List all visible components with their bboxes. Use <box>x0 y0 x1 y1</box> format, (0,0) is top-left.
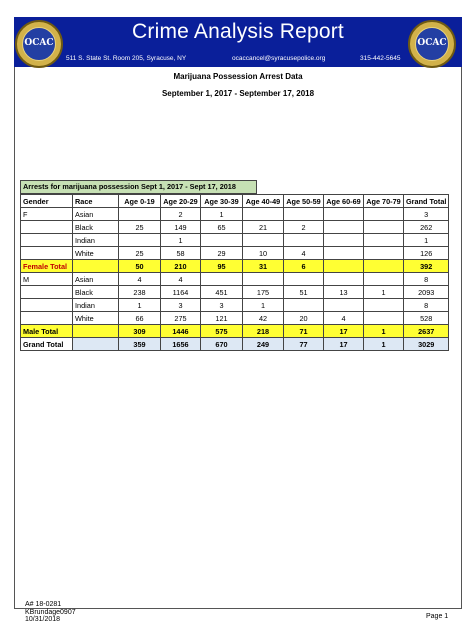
table-row <box>21 221 449 234</box>
count-cell <box>364 221 404 234</box>
count-cell: 21 <box>243 221 284 234</box>
table-row <box>21 312 449 325</box>
table-row <box>21 299 449 312</box>
count-cell: 65 <box>201 221 243 234</box>
count-cell: 1164 <box>161 286 201 299</box>
count-cell: 2093 <box>404 286 449 299</box>
page-number: Page 1 <box>426 613 449 620</box>
count-cell: 262 <box>404 221 449 234</box>
column-header: Age 30-39 <box>201 195 243 208</box>
gender-cell <box>21 312 73 325</box>
count-cell: 25 <box>119 247 161 260</box>
count-cell: 210 <box>161 260 201 273</box>
gender-cell: F <box>21 208 73 221</box>
table-row <box>21 247 449 260</box>
race-cell: Asian <box>73 208 119 221</box>
table-row <box>21 208 449 221</box>
report-date-range: September 1, 2017 - September 17, 2018 <box>161 89 315 98</box>
count-cell: 1656 <box>161 338 201 351</box>
race-cell <box>73 260 119 273</box>
count-cell: 3 <box>404 208 449 221</box>
count-cell: 2 <box>284 221 324 234</box>
count-cell: 2637 <box>404 325 449 338</box>
count-cell <box>284 234 324 247</box>
count-cell: 50 <box>119 260 161 273</box>
count-cell: 126 <box>404 247 449 260</box>
count-cell <box>364 234 404 247</box>
count-cell: 1 <box>404 234 449 247</box>
count-cell <box>324 260 364 273</box>
count-cell: 1 <box>364 325 404 338</box>
table-row <box>21 273 449 286</box>
count-cell <box>284 273 324 286</box>
count-cell: 1 <box>201 208 243 221</box>
count-cell: 4 <box>324 312 364 325</box>
footer-date: 10/31/2018 <box>25 616 61 623</box>
count-cell: 1 <box>161 234 201 247</box>
count-cell: 3 <box>201 299 243 312</box>
count-cell <box>324 247 364 260</box>
count-cell <box>243 234 284 247</box>
race-cell: White <box>73 247 119 260</box>
count-cell: 29 <box>201 247 243 260</box>
count-cell: 20 <box>284 312 324 325</box>
table-caption: Arrests for marijuana possession Sept 1, 2017 - Sept 17, 2018 <box>20 180 257 194</box>
count-cell: 3 <box>161 299 201 312</box>
count-cell: 8 <box>404 299 449 312</box>
count-cell <box>364 273 404 286</box>
count-cell: 4 <box>119 273 161 286</box>
count-cell <box>284 208 324 221</box>
seal-right-text: OCAC <box>417 38 447 48</box>
count-cell: 31 <box>243 260 284 273</box>
report-header <box>14 17 462 67</box>
count-cell <box>324 273 364 286</box>
column-header: Age 50-59 <box>284 195 324 208</box>
count-cell: 71 <box>284 325 324 338</box>
count-cell <box>119 208 161 221</box>
count-cell: 121 <box>201 312 243 325</box>
column-header: Age 70-79 <box>364 195 404 208</box>
race-cell: Black <box>73 221 119 234</box>
count-cell: 17 <box>324 338 364 351</box>
gender-cell: Male Total <box>21 325 73 338</box>
count-cell <box>364 312 404 325</box>
count-cell: 149 <box>161 221 201 234</box>
count-cell: 4 <box>161 273 201 286</box>
count-cell <box>243 273 284 286</box>
count-cell: 1 <box>119 299 161 312</box>
count-cell <box>324 299 364 312</box>
count-cell <box>201 234 243 247</box>
column-header: Age 60-69 <box>324 195 364 208</box>
table-row <box>21 260 449 273</box>
count-cell <box>324 221 364 234</box>
count-cell <box>201 273 243 286</box>
count-cell <box>364 299 404 312</box>
report-header-title: Crime Analysis Report <box>132 20 344 43</box>
footer-author: KBrundage0907 <box>25 608 76 616</box>
email-text: ocaccancel@syracusepolice.org <box>232 55 326 62</box>
count-cell: 670 <box>201 338 243 351</box>
count-cell: 309 <box>119 325 161 338</box>
count-cell: 359 <box>119 338 161 351</box>
race-cell: White <box>73 312 119 325</box>
gender-cell <box>21 299 73 312</box>
gender-cell <box>21 234 73 247</box>
count-cell: 58 <box>161 247 201 260</box>
table-row <box>21 234 449 247</box>
column-header: Race <box>73 195 119 208</box>
gender-cell: Female Total <box>21 260 73 273</box>
count-cell: 392 <box>404 260 449 273</box>
phone-text: 315-442-5645 <box>360 55 401 62</box>
gender-cell <box>21 221 73 234</box>
count-cell: 1 <box>364 286 404 299</box>
count-cell: 275 <box>161 312 201 325</box>
count-cell <box>284 299 324 312</box>
column-header: Age 0-19 <box>119 195 161 208</box>
column-header: Age 40-49 <box>243 195 284 208</box>
count-cell: 1 <box>243 299 284 312</box>
count-cell: 249 <box>243 338 284 351</box>
table-row <box>21 325 449 338</box>
count-cell: 42 <box>243 312 284 325</box>
count-cell <box>243 208 284 221</box>
count-cell: 528 <box>404 312 449 325</box>
address-text: 511 S. State St. Room 205, Syracuse, NY <box>66 55 187 62</box>
count-cell: 1 <box>364 338 404 351</box>
race-cell: Indian <box>73 234 119 247</box>
count-cell: 77 <box>284 338 324 351</box>
count-cell: 8 <box>404 273 449 286</box>
seal-left-text: OCAC <box>24 38 54 48</box>
count-cell: 451 <box>201 286 243 299</box>
count-cell: 238 <box>119 286 161 299</box>
count-cell: 1446 <box>161 325 201 338</box>
table-row <box>21 338 449 351</box>
count-cell <box>364 208 404 221</box>
race-cell: Indian <box>73 299 119 312</box>
count-cell: 575 <box>201 325 243 338</box>
table-row <box>21 286 449 299</box>
count-cell: 2 <box>161 208 201 221</box>
count-cell <box>324 234 364 247</box>
count-cell: 6 <box>284 260 324 273</box>
count-cell: 3029 <box>404 338 449 351</box>
count-cell: 218 <box>243 325 284 338</box>
footer-info <box>25 601 76 624</box>
count-cell <box>324 208 364 221</box>
count-cell: 17 <box>324 325 364 338</box>
ocac-seal-right <box>408 20 456 68</box>
count-cell <box>364 260 404 273</box>
count-cell: 10 <box>243 247 284 260</box>
count-cell: 4 <box>284 247 324 260</box>
count-cell <box>119 234 161 247</box>
race-cell <box>73 325 119 338</box>
count-cell <box>364 247 404 260</box>
count-cell: 13 <box>324 286 364 299</box>
table-header-row <box>21 195 449 208</box>
column-header: Grand Total <box>404 195 449 208</box>
gender-cell: Grand Total <box>21 338 73 351</box>
arrest-table <box>20 194 449 351</box>
count-cell: 175 <box>243 286 284 299</box>
race-cell <box>73 338 119 351</box>
count-cell: 66 <box>119 312 161 325</box>
count-cell: 25 <box>119 221 161 234</box>
race-cell: Black <box>73 286 119 299</box>
gender-cell <box>21 286 73 299</box>
count-cell: 51 <box>284 286 324 299</box>
ocac-seal-left <box>15 20 63 68</box>
footer-case-number: A# 18-0281 <box>25 601 62 608</box>
count-cell: 95 <box>201 260 243 273</box>
column-header: Gender <box>21 195 73 208</box>
report-title: Marijuana Possession Arrest Data <box>173 72 303 81</box>
race-cell: Asian <box>73 273 119 286</box>
gender-cell <box>21 247 73 260</box>
gender-cell: M <box>21 273 73 286</box>
column-header: Age 20-29 <box>161 195 201 208</box>
